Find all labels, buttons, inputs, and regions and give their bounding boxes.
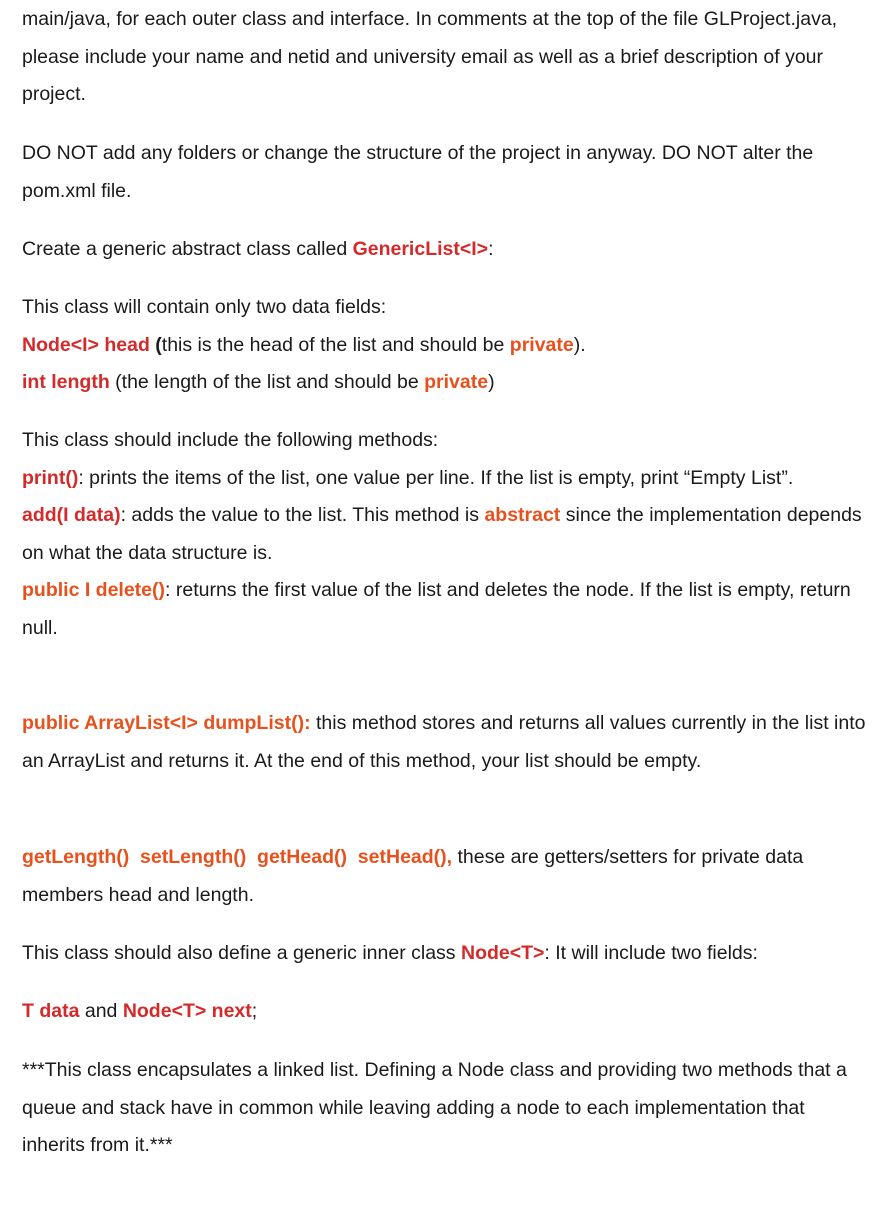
method-print [22,460,867,498]
inner-field-and: and [79,1000,123,1022]
dumplist-desc: this method stores and returns all values currently in the list into an ArrayList and returns it. At the end of this method, your list should be empty. [22,712,866,772]
dumplist-code: public ArrayList<I> dumpList(): [22,712,311,734]
inner-class-code: Node<T> [460,942,545,964]
create-class-post: : [488,238,494,260]
field-length-private: private [424,371,489,393]
field-head-close: ). [573,333,586,356]
method-add-desc1: : adds the value to the list. This method is [120,504,485,526]
methods-intro: This class should include the following methods: [22,429,439,451]
field-length-line [22,364,867,402]
inner-class-post: : It will include two fields: [544,942,758,964]
method-add-code: add(I data) [22,504,121,526]
paragraph-create-class [22,231,867,269]
data-fields-intro: This class will contain only two data fields: [22,296,387,318]
method-delete [22,572,867,647]
inner-field-semicolon: ; [251,1000,258,1022]
method-delete-desc: : returns the first value of the list and deletes the node. If the list is empty, return null. [22,579,851,639]
paragraph-structure-warning [22,135,867,210]
field-length-desc: (the length of the list and should be [109,371,425,393]
note-text: ***This class encapsulates a linked list. Defining a Node class and providing two methods that a queue and stack have in common while leaving adding a node to each implementation that inherits from it.*** [22,1059,847,1156]
paragraph-dumplist [22,705,867,780]
paragraph-methods [22,422,867,647]
field-length-code: int length [22,371,110,393]
field-head-open: ( [149,333,162,356]
field-head-line [22,327,867,365]
inner-class-pre: This class should also define a generic inner class [22,942,461,964]
inner-field-data: T data [22,1000,80,1022]
paragraph-inner-class [22,935,867,973]
method-add [22,497,867,572]
method-add-desc2: since the implementation depends on what the data structure is. [22,504,862,564]
field-length-close: ) [488,371,495,393]
method-print-code: print() [22,466,79,489]
paragraph-getters-setters [22,839,867,914]
paragraph-inner-fields [22,993,867,1031]
paragraph-data-fields [22,289,867,402]
inner-field-next: Node<T> next [122,1000,252,1022]
method-delete-code: public I delete() [22,579,166,601]
structure-warning-text: DO NOT add any folders or change the structure of the project in anyway. DO NOT alter the pom.xml file. [22,142,814,202]
getters-setters-desc: these are getters/setters for private data members head and length. [22,846,804,906]
getters-setters-code: getLength() setLength() getHead() setHead(), [22,846,453,868]
file-instructions-text: main/java, for each outer class and interface. In comments at the top of the file GLProject.java, please include your name and netid and university email as well as a brief description of your project. [22,8,838,105]
field-head-code: Node<I> head [22,333,150,356]
generic-list-classname: GenericList<I> [352,238,489,260]
field-head-private: private [509,333,574,356]
paragraph-note [22,1052,867,1165]
create-class-pre: Create a generic abstract class called [22,238,353,260]
paragraph-file-instructions [22,1,867,114]
field-head-desc: this is the head of the list and should be [161,333,510,356]
method-print-desc: : prints the items of the list, one value per line. If the list is empty, print “Empty List”. [78,466,794,489]
method-add-abstract: abstract [484,504,561,526]
